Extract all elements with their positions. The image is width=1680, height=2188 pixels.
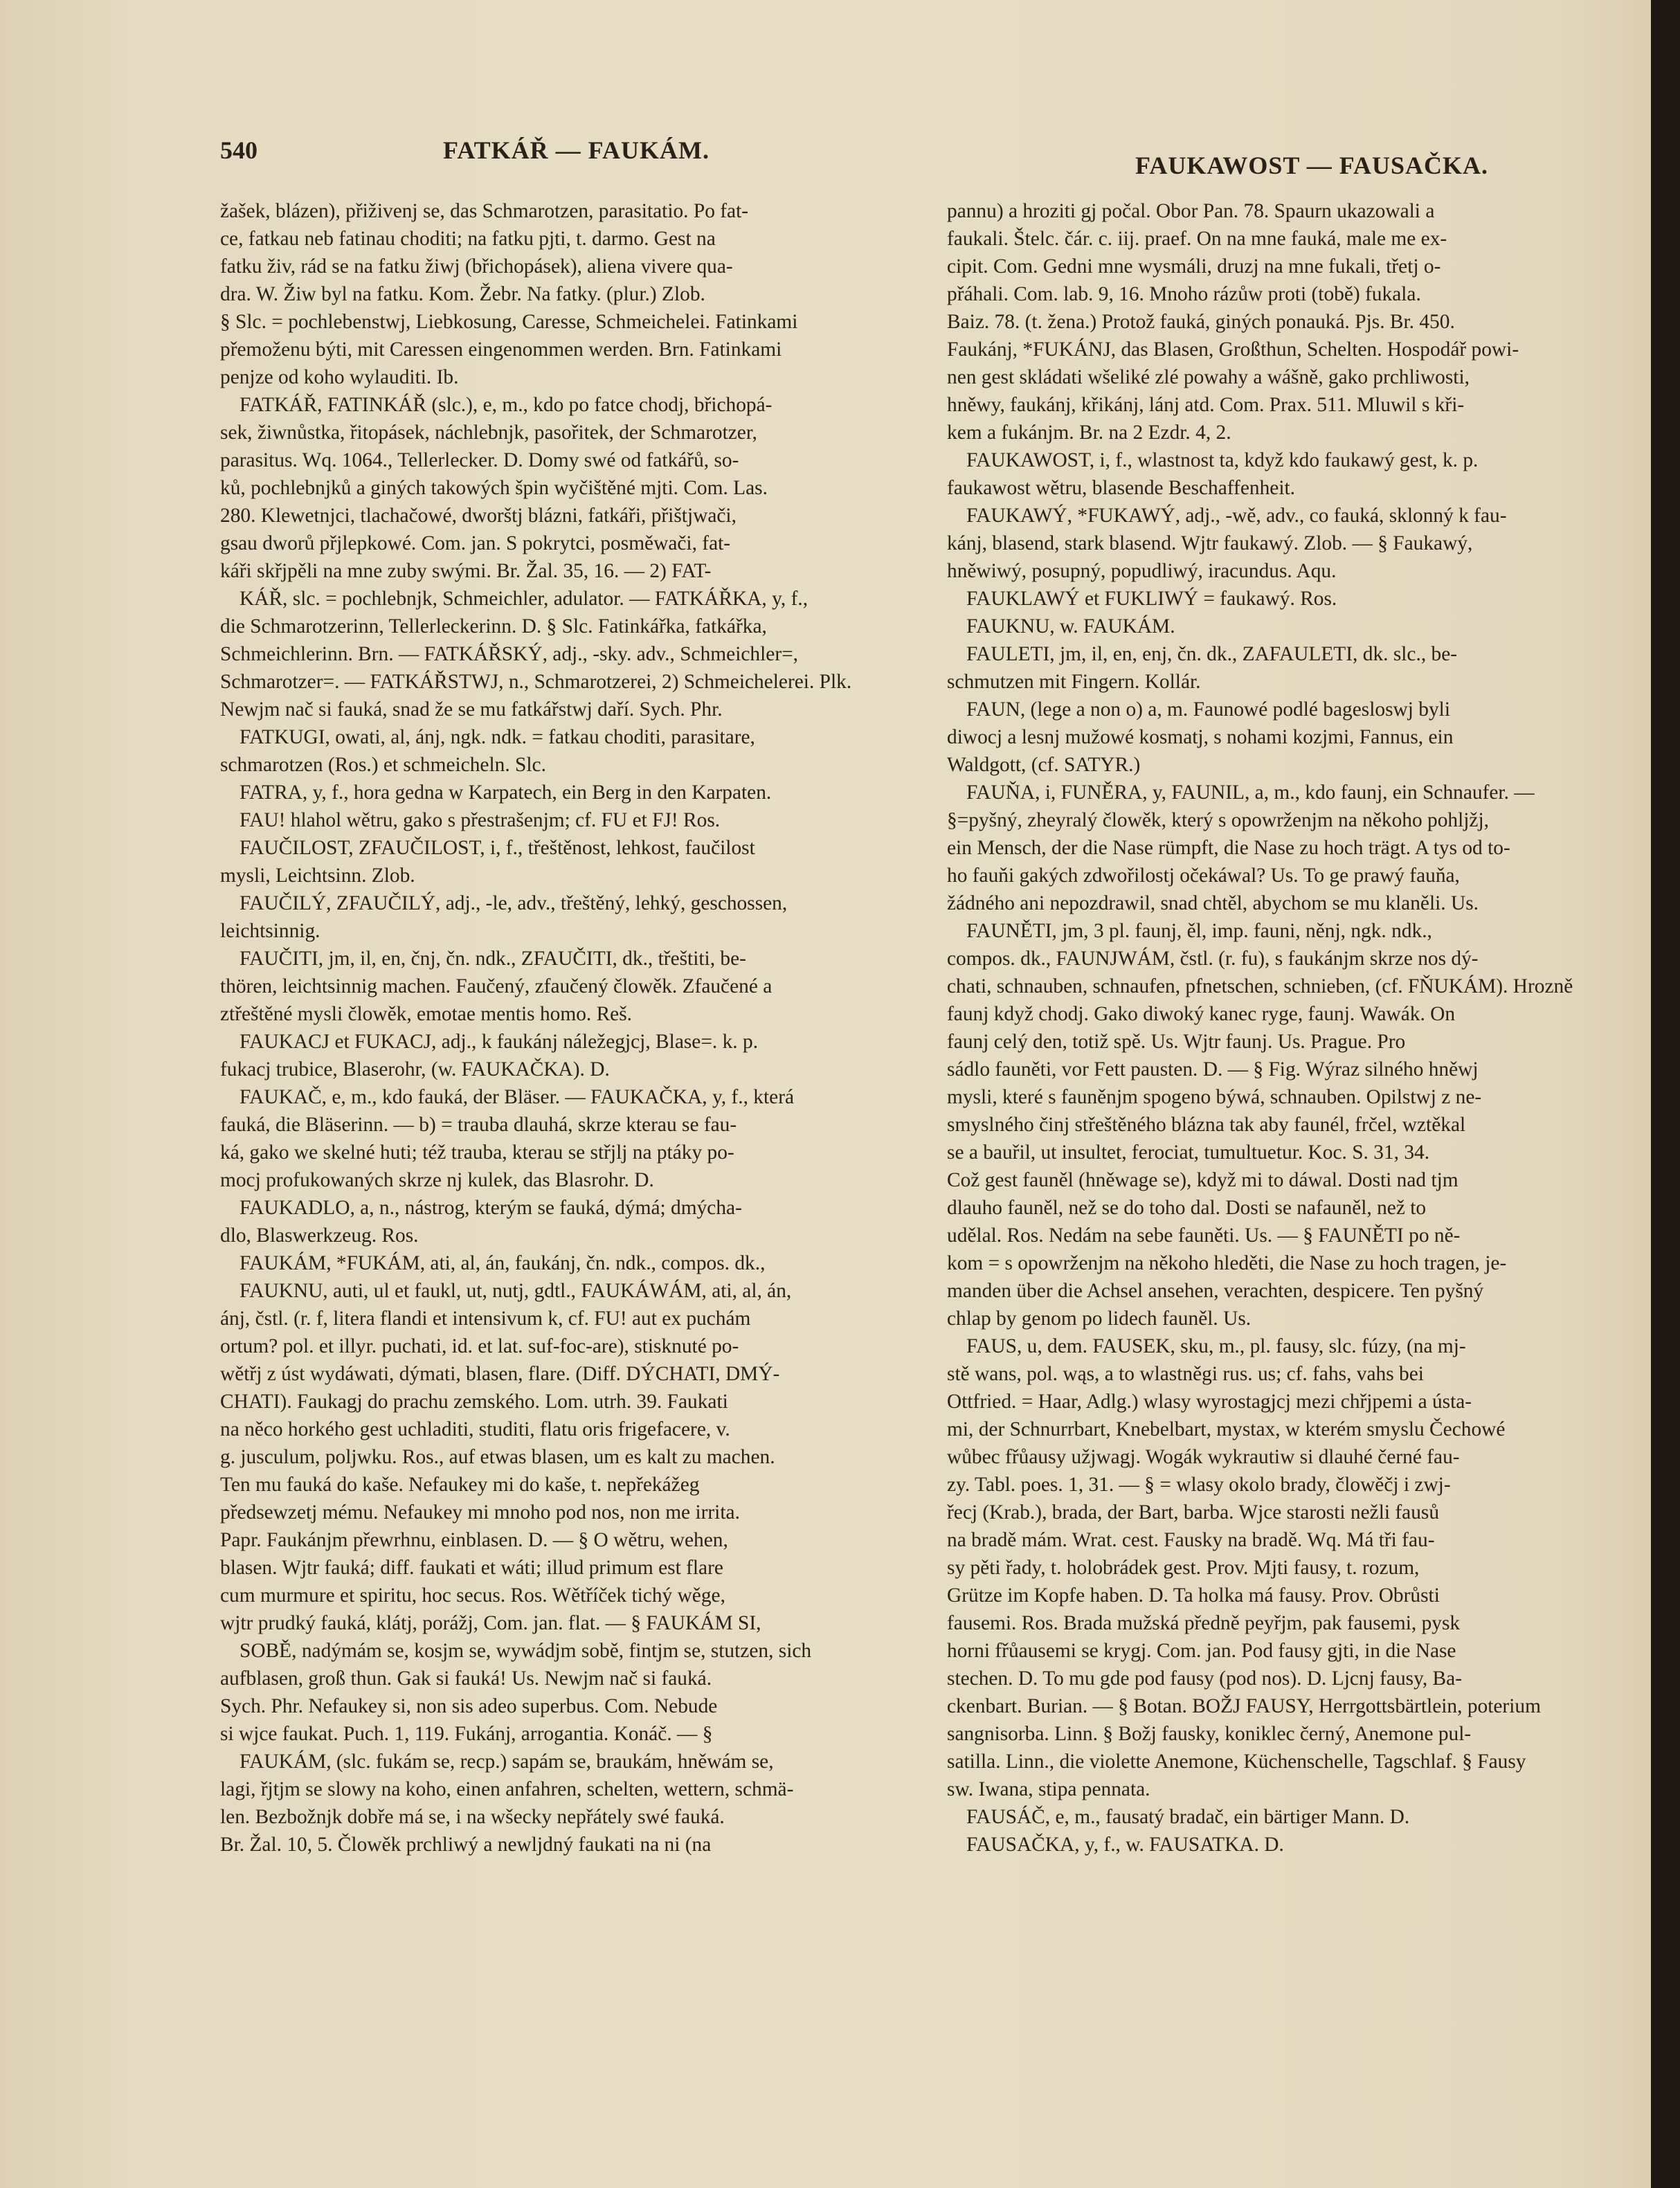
- text-line: penjze od koho wylauditi. Ib.: [220, 366, 459, 388]
- text-line: blasen. Wjtr fauká; diff. faukati et wáti; illud primum est flare: [220, 1557, 723, 1579]
- text-line: na bradě mám. Wrat. cest. Fausky na bradě. Wq. Má tři fau-: [947, 1529, 1435, 1551]
- text-line: diwocj a lesnj mužowé kosmatj, s nohami kozjmi, Fannus, ein: [947, 726, 1454, 748]
- text-line: sádlo fauněti, vor Fett pausten. D. — § Fig. Wýraz silného hněwj: [947, 1058, 1479, 1081]
- text-line: sangnisorba. Linn. § Božj fausky, koniklec černý, Anemone pul-: [947, 1723, 1472, 1745]
- text-line: FAUKNU, w. FAUKÁM.: [966, 615, 1175, 638]
- text-line: stechen. D. To mu gde pod fausy (pod nos). D. Ljcnj fausy, Ba-: [947, 1667, 1462, 1690]
- text-line: přemoženu býti, mit Caressen eingenommen werden. Brn. Fatinkami: [220, 338, 782, 361]
- text-line: FAUNĚTI, jm, 3 pl. faunj, ěl, imp. fauni, něnj, ngk. ndk.,: [966, 920, 1432, 942]
- text-line: FAUKNU, auti, ul et faukl, ut, nutj, gdtl., FAUKÁWÁM, ati, al, án,: [240, 1280, 792, 1302]
- text-line: FAUŇA, i, FUNĚRA, y, FAUNIL, a, m., kdo faunj, ein Schnaufer. —: [966, 781, 1535, 804]
- text-line: FATKUGI, owati, al, ánj, ngk. ndk. = fatkau choditi, parasitare,: [240, 726, 755, 748]
- text-line: FAUSAČKA, y, f., w. FAUSATKA. D.: [966, 1834, 1284, 1856]
- text-line: předsewzetj mému. Nefaukey mi mnoho pod nos, non me irrita.: [220, 1501, 740, 1524]
- text-line: hněwy, faukánj, křikánj, lánj atd. Com. Prax. 511. Mluwil s kři-: [947, 394, 1465, 416]
- text-line: řecj (Krab.), brada, der Bart, barba. Wjce starosti nežli fausů: [947, 1501, 1440, 1524]
- text-line: cipit. Com. Gedni mne wysmáli, druzj na mne fukali, třetj o-: [947, 255, 1441, 278]
- text-line: die Schmarotzerinn, Tellerleckerinn. D. § Slc. Fatinkářka, fatkářka,: [220, 615, 767, 638]
- text-line: kem a fukánjm. Br. na 2 Ezdr. 4, 2.: [947, 422, 1231, 444]
- text-line: faukali. Štelc. čár. c. iij. praef. On na mne fauká, male me ex-: [947, 228, 1447, 250]
- text-line: gsau dworů přjlepkowé. Com. jan. S pokrytci, posměwači, fat-: [220, 532, 731, 554]
- text-line: faunj když chodj. Gako diwoký kanec ryge, faunj. Wawák. On: [947, 1003, 1456, 1025]
- text-line: FAU! hlahol wětru, gako s přestrašenjm; cf. FU et FJ! Ros.: [240, 809, 721, 831]
- text-line: ein Mensch, der die Nase rümpft, die Nase zu hoch trägt. A tys od to-: [947, 837, 1510, 859]
- text-line: Newjm nač si fauká, snad že se mu fatkářstwj daří. Sych. Phr.: [220, 698, 723, 721]
- text-line: Což gest fauněl (hněwage se), když mi to dáwal. Dosti nad tjm: [947, 1169, 1458, 1191]
- text-line: pannu) a hroziti gj počal. Obor Pan. 78. Spaurn ukazowali a: [947, 200, 1435, 222]
- text-line: Sych. Phr. Nefaukey si, non sis adeo superbus. Com. Nebude: [220, 1695, 718, 1717]
- text-line: FAUČITI, jm, il, en, čnj, čn. ndk., ZFAUČITI, dk., třeštiti, be-: [240, 948, 746, 970]
- text-line: aufblasen, groß thun. Gak si fauká! Us. Newjm nač si fauká.: [220, 1667, 712, 1690]
- text-line: fukacj trubice, Blaserohr, (w. FAUKAČKA). D.: [220, 1058, 610, 1081]
- text-line: schmutzen mit Fingern. Kollár.: [947, 671, 1201, 693]
- text-line: ztřeštěné mysli člowěk, emotae mentis homo. Reš.: [220, 1003, 633, 1025]
- text-line: wětřj z úst wydáwati, dýmati, blasen, flare. (Diff. DÝCHATI, DMÝ-: [220, 1363, 780, 1385]
- text-line: hněwiwý, posupný, popudliwý, iracundus. Aqu.: [947, 560, 1337, 582]
- text-line: sek, žiwnůstka, řitopásek, náchlebnjk, pasořitek, der Schmarotzer,: [220, 422, 757, 444]
- text-line: chati, schnauben, schnaufen, pfnetschen, schnieben, (cf. FŇUKÁM). Hrozně: [947, 975, 1573, 997]
- text-line: FAULETI, jm, il, en, enj, čn. dk., ZAFAULETI, dk. slc., be-: [966, 643, 1458, 665]
- text-line: Schmeichlerinn. Brn. — FATKÁŘSKÝ, adj., -sky. adv., Schmeichler=,: [220, 643, 799, 665]
- text-line: faunj celý den, totiž spě. Us. Wjtr faunj. Us. Prague. Pro: [947, 1031, 1406, 1053]
- text-line: horni fřůausemi se krygj. Com. jan. Pod fausy gjti, in die Nase: [947, 1640, 1456, 1662]
- text-line: stě wans, pol. wąs, a to wlastněgi rus. us; cf. fahs, vahs bei: [947, 1363, 1424, 1385]
- text-line: FAUKADLO, a, n., nástrog, kterým se fauká, dýmá; dmýcha-: [240, 1197, 742, 1219]
- text-line: mi, der Schnurrbart, Knebelbart, mystax, w kterém smyslu Čechowé: [947, 1418, 1506, 1440]
- text-line: CHATI). Faukagj do prachu zemského. Lom. utrh. 39. Faukati: [220, 1391, 728, 1413]
- text-line: FAUKAWÝ, *FUKAWÝ, adj., -wě, adv., co fauká, sklonný k fau-: [966, 505, 1507, 527]
- page-number: 540: [220, 136, 258, 164]
- text-line: Waldgott, (cf. SATYR.): [947, 754, 1141, 776]
- text-line: FAUS, u, dem. FAUSEK, sku, m., pl. fausy, slc. fúzy, (na mj-: [966, 1335, 1466, 1357]
- text-line: dlauho fauněl, než se do toho dal. Dosti se nafauněl, než to: [947, 1197, 1427, 1219]
- text-line: smyslného činj střeštěného blázna tak aby faunél, frčel, wztěkal: [947, 1114, 1466, 1136]
- text-line: FAUKLAWÝ et FUKLIWÝ = faukawý. Ros.: [966, 588, 1337, 610]
- text-line: na něco horkého gest uchladiti, studiti, flatu oris frigefacere, v.: [220, 1418, 730, 1440]
- text-line: § Slc. = pochlebenstwj, Liebkosung, Caresse, Schmeichelei. Fatinkami: [220, 311, 798, 333]
- text-line: Grütze im Kopfe haben. D. Ta holka má fausy. Prov. Obrůsti: [947, 1584, 1440, 1607]
- text-line: sw. Iwana, stipa pennata.: [947, 1778, 1150, 1800]
- text-line: FAUSÁČ, e, m., fausatý bradač, ein bärtiger Mann. D.: [966, 1806, 1410, 1828]
- text-line: FATKÁŘ, FATINKÁŘ (slc.), e, m., kdo po fatce chodj, břichopá-: [240, 394, 773, 416]
- text-line: chlap by genom po lidech fauněl. Us.: [947, 1308, 1252, 1330]
- text-line: thören, leichtsinnig machen. Faučený, zfaučený člowěk. Zfaučené a: [220, 975, 773, 997]
- text-line: Ten mu fauká do kaše. Nefaukey mi do kaše, t. nepřekážeg: [220, 1474, 700, 1496]
- text-line: wjtr prudký fauká, klátj, porážj, Com. jan. flat. — § FAUKÁM SI,: [220, 1612, 761, 1634]
- text-line: ká, gako we skelné huti; též trauba, kterau se střjlj na ptáky po-: [220, 1141, 734, 1164]
- text-line: se a bauřil, ut insultet, ferociat, tumultuetur. Koc. S. 31, 34.: [947, 1141, 1430, 1164]
- text-line: kom = s opowrženjm na někoho hleděti, die Nase zu hoch tragen, je-: [947, 1252, 1507, 1274]
- text-line: fauká, die Bläserinn. — b) = trauba dlauhá, skrze kterau se fau-: [220, 1114, 737, 1136]
- text-line: Papr. Faukánjm přewrhnu, einblasen. D. — § O wětru, wehen,: [220, 1529, 728, 1551]
- text-line: FAUKÁM, (slc. fukám se, recp.) sapám se, braukám, hněwám se,: [240, 1751, 774, 1773]
- text-line: FAUKACJ et FUKACJ, adj., k faukánj náležegjcj, Blase=. k. p.: [240, 1031, 759, 1053]
- text-line: sy pěti řady, t. holobrádek gest. Prov. Mjti fausy, t. rozum,: [947, 1557, 1420, 1579]
- text-line: udělal. Ros. Nedám na sebe fauněti. Us. — § FAUNĚTI po ně-: [947, 1224, 1461, 1247]
- text-line: parasitus. Wq. 1064., Tellerlecker. D. Domy swé od fatkářů, so-: [220, 449, 739, 471]
- book-spine: [1651, 0, 1680, 2188]
- text-line: FAUČILÝ, ZFAUČILÝ, adj., -le, adv., třeštěný, lehký, geschossen,: [240, 892, 788, 914]
- text-line: wůbec fřůausy užjwagj. Wogák wykrautiw si dlauhé černé fau-: [947, 1446, 1460, 1468]
- text-line: mysli, Leichtsinn. Zlob.: [220, 865, 415, 887]
- text-line: mysli, které s fauněnjm spogeno býwá, schnauben. Opilstwj z ne-: [947, 1086, 1482, 1108]
- text-line: Br. Žal. 10, 5. Člowěk prchliwý a newljdný faukati na ni (na: [220, 1834, 712, 1856]
- text-line: nen gest skládati wšeliké zlé powahy a wášně, gako prchliwosti,: [947, 366, 1470, 388]
- text-line: KÁŘ, slc. = pochlebnjk, Schmeichler, adulator. — FATKÁŘKA, y, f.,: [240, 588, 809, 610]
- text-line: cum murmure et spiritu, hoc secus. Ros. Wětříček tichý wěge,: [220, 1584, 725, 1607]
- text-line: si wjce faukat. Puch. 1, 119. Fukánj, arrogantia. Konáč. — §: [220, 1723, 713, 1745]
- text-line: len. Bezbožnjk dobře má se, i na wšecky nepřátely swé fauká.: [220, 1806, 725, 1828]
- text-line: Faukánj, *FUKÁNJ, das Blasen, Großthun, Schelten. Hospodář powi-: [947, 338, 1519, 361]
- text-line: FAUKAČ, e, m., kdo fauká, der Bläser. — FAUKAČKA, y, f., která: [240, 1086, 795, 1108]
- text-line: FAUN, (lege a non o) a, m. Faunowé podlé bagesloswj byli: [966, 698, 1450, 721]
- text-line: ho fauňi gakých zdwořilostj očekáwal? Us. To ge prawý fauňa,: [947, 865, 1460, 887]
- text-line: g. jusculum, poljwku. Ros., auf etwas blasen, um es kalt zu machen.: [220, 1446, 775, 1468]
- header-left: FATKÁŘ — FAUKÁM.: [443, 136, 710, 164]
- text-line: káři skřjpěli na mne zuby swými. Br. Žal. 35, 16. — 2) FAT-: [220, 560, 712, 582]
- text-line: ckenbart. Burian. — § Botan. BOŽJ FAUSY, Herrgottsbärtlein, poterium: [947, 1695, 1541, 1717]
- text-line: SOBĚ, nadýmám se, kosjm se, wywádjm sobě, fintjm se, stutzen, sich: [240, 1640, 812, 1662]
- text-line: ce, fatkau neb fatinau choditi; na fatku pjti, t. darmo. Gest na: [220, 228, 716, 250]
- text-line: §=pyšný, zheyralý člowěk, který s opowrženjm na někoho pohljžj,: [947, 809, 1489, 831]
- text-line: manden über die Achsel ansehen, verachten, despicere. Ten pyšný: [947, 1280, 1484, 1302]
- text-line: přáhali. Com. lab. 9, 16. Mnoho rázůw proti (tobě) fukala.: [947, 283, 1421, 305]
- text-line: mocj profukowaných skrze nj kulek, das Blasrohr. D.: [220, 1169, 654, 1191]
- text-line: zy. Tabl. poes. 1, 31. — § = wlasy okolo brady, člowěčj i zwj-: [947, 1474, 1451, 1496]
- text-line: schmarotzen (Ros.) et schmeicheln. Slc.: [220, 754, 546, 776]
- text-line: žašek, blázen), přiživenj se, das Schmarotzen, parasitatio. Po fat-: [220, 200, 749, 222]
- text-line: satilla. Linn., die violette Anemone, Küchenschelle, Tagschlaf. § Fausy: [947, 1751, 1526, 1773]
- text-line: Schmarotzer=. — FATKÁŘSTWJ, n., Schmarotzerei, 2) Schmeichelerei. Plk.: [220, 671, 852, 693]
- left-column: [220, 197, 926, 1859]
- text-line: Baiz. 78. (t. žena.) Protož fauká, giných ponauká. Pjs. Br. 450.: [947, 311, 1455, 333]
- text-line: FATRA, y, f., hora gedna w Karpatech, ein Berg in den Karpaten.: [240, 781, 772, 804]
- text-line: ků, pochlebnjků a giných takowých špin wyčištěné mjti. Com. Las.: [220, 477, 768, 499]
- text-line: compos. dk., FAUNJWÁM, čstl. (r. fu), s faukánjm skrze nos dý-: [947, 948, 1479, 970]
- text-line: ortum? pol. et illyr. puchati, id. et lat. suf-foc-are), stisknuté po-: [220, 1335, 739, 1357]
- text-line: dra. W. Žiw byl na fatku. Kom. Žebr. Na fatky. (plur.) Zlob.: [220, 283, 705, 305]
- text-line: leichtsinnig.: [220, 920, 320, 942]
- text-line: fatku živ, rád se na fatku žiwj (břichopásek), aliena vivere qua-: [220, 255, 733, 278]
- text-line: ánj, čstl. (r. f, litera flandi et intensivum k, cf. FU! aut ex puchám: [220, 1308, 751, 1330]
- text-line: lagi, řjtjm se slowy na koho, einen anfahren, schelten, wettern, schmä-: [220, 1778, 794, 1800]
- text-line: žádného ani nepozdrawil, snad chtěl, abychom se mu klaněli. Us.: [947, 892, 1479, 914]
- text-line: faukawost wětru, blasende Beschaffenheit.: [947, 477, 1295, 499]
- text-line: dlo, Blaswerkzeug. Ros.: [220, 1224, 419, 1247]
- text-line: fausemi. Ros. Brada mužská předně peyřjm, pak fausemi, pysk: [947, 1612, 1461, 1634]
- text-line: FAUKAWOST, i, f., wlastnost ta, když kdo faukawý gest, k. p.: [966, 449, 1479, 471]
- text-line: kánj, blasend, stark blasend. Wjtr faukawý. Zlob. — § Faukawý,: [947, 532, 1473, 554]
- text-line: 280. Klewetnjci, tlachačowé, dworštj blázni, fatkáři, přištjwači,: [220, 505, 737, 527]
- header-right: FAUKAWOST — FAUSAČKA.: [1135, 152, 1489, 179]
- text-line: FAUČILOST, ZFAUČILOST, i, f., třeštěnost, lehkost, faučilost: [240, 837, 755, 859]
- text-line: Ottfried. = Haar, Adlg.) wlasy wyrostagjcj mezi chřjpemi a ústa-: [947, 1391, 1472, 1413]
- right-column: [947, 197, 1646, 1859]
- text-line: FAUKÁM, *FUKÁM, ati, al, án, faukánj, čn. ndk., compos. dk.,: [240, 1252, 766, 1274]
